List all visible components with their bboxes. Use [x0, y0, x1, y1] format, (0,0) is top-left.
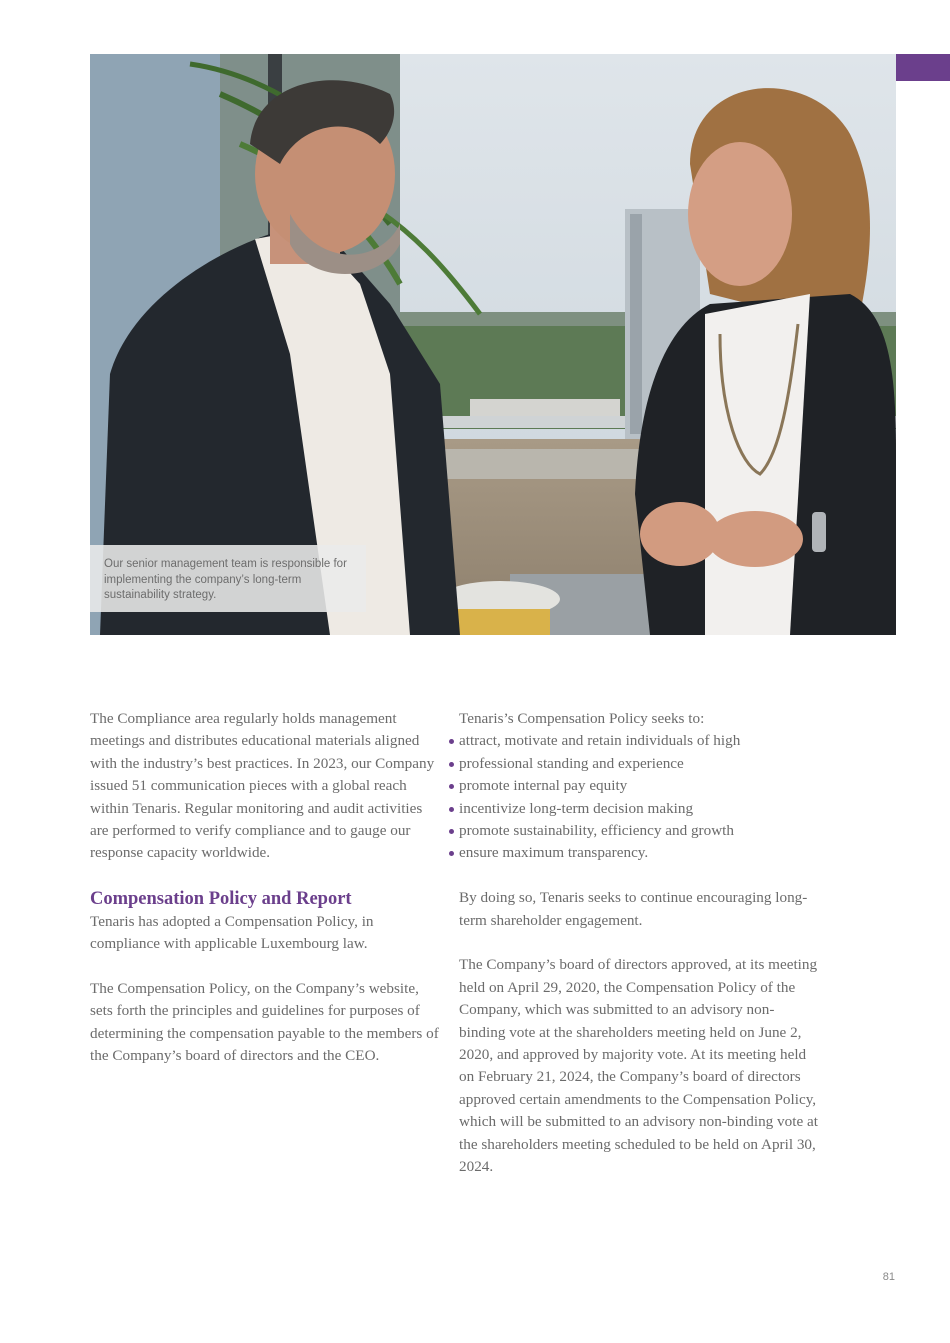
- list-item-text: incentivize long-term decision making: [459, 799, 694, 817]
- list-item-text: professional standing and experience: [459, 754, 684, 772]
- list-item: [459, 753, 819, 775]
- bullet-icon: [449, 784, 454, 789]
- list-item: [459, 820, 819, 842]
- page-number: 81: [882, 1271, 895, 1283]
- left-column: [90, 708, 440, 1068]
- right-column: [459, 708, 819, 1179]
- bullet-icon: [449, 739, 454, 744]
- engagement-paragraph: By doing so, Tenaris seeks to continue encouraging long-term shareholder engagement.: [459, 889, 808, 929]
- policy-list-intro: Tenaris’s Compensation Policy seeks to:: [459, 710, 705, 727]
- policy-goals-list: [459, 730, 819, 864]
- policy-website-paragraph: The Compensation Policy, on the Company’s website, sets forth the principles and guidelines for purposes of determining the compensation payable to the members of the Company’s board of directors and the CEO.: [90, 980, 439, 1065]
- section-heading: Compensation Policy and Report: [90, 888, 352, 909]
- list-item: [459, 730, 819, 752]
- list-item-text: promote internal pay equity: [459, 777, 628, 795]
- compliance-paragraph: The Compliance area regularly holds management meetings and distributes educational materials aligned with the industry’s best practices. In 2023, our Company issued 51 communication pieces with a global reach within Tenaris. Regular monitoring and audit activities are performed to verify compliance and to gauge our response capacity worldwide.: [90, 710, 435, 862]
- section-tab-marker: [895, 54, 950, 81]
- photo-caption: Our senior management team is responsible for implementing the company’s long-term sustainability strategy.: [90, 545, 366, 612]
- list-item-text: ensure maximum transparency.: [459, 844, 649, 862]
- list-item: [459, 798, 819, 820]
- list-item: [459, 775, 819, 797]
- policy-adoption-paragraph: Tenaris has adopted a Compensation Policy, in compliance with applicable Luxembourg law.: [90, 912, 374, 953]
- list-item-text: promote sustainability, efficiency and growth: [459, 822, 734, 840]
- bullet-icon: [449, 829, 454, 834]
- list-item: [459, 842, 819, 864]
- bullet-icon: [449, 762, 454, 767]
- board-approval-paragraph: The Company’s board of directors approved, at its meeting held on April 29, 2020, the Compensation Policy of the Company, which was submitted to an advisory non-binding vote at the shareholders meeting held on June 2, 2020, and approved by majority vote. At its meeting held on February 21, 2024, the Company’s board of directors approved certain amendments to the Compensation Policy, which will be submitted to an advisory non-binding vote at the shareholders meeting scheduled to be held on April 30, 2024.: [459, 956, 818, 1176]
- bullet-icon: [449, 851, 454, 856]
- list-item-text: attract, motivate and retain individuals of high: [459, 732, 741, 750]
- bullet-icon: [449, 807, 454, 812]
